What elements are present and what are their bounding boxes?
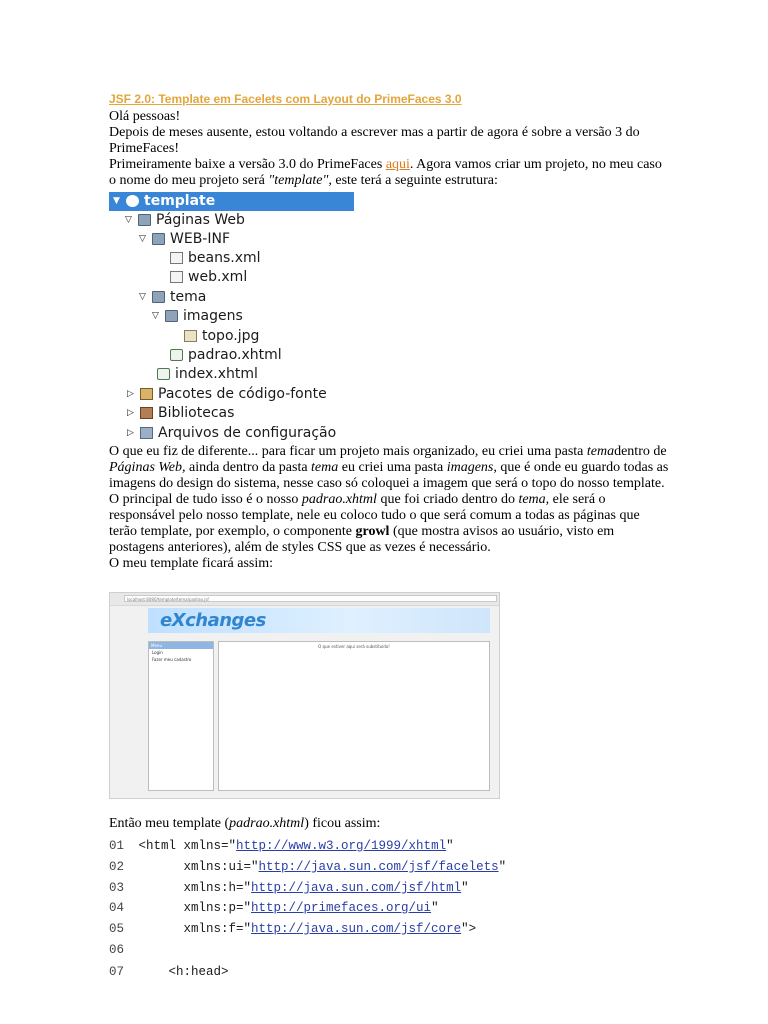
line-number: 04: [109, 901, 125, 915]
line-number: 03: [109, 881, 125, 895]
menu-item-login: Login: [152, 650, 163, 655]
tree-item-imagens[interactable]: [152, 307, 243, 326]
browser-address-bar: localhost:8080/template/tema/padrao.jsf: [124, 595, 497, 602]
tree-label: Pacotes de código-fonte: [158, 386, 327, 402]
collapse-arrow-icon[interactable]: ▷: [127, 389, 134, 399]
tree-label: Páginas Web: [156, 212, 245, 228]
project-name: "template",: [268, 173, 332, 188]
content-placeholder-text: O que estiver aqui será substituído!: [318, 644, 390, 649]
intro-section: [109, 109, 669, 189]
tree-label: padrao.xhtml: [188, 347, 282, 363]
menu-item-register: Fazer meu cadastro: [152, 657, 192, 662]
para3-c: ele será o responsável pelo nosso template, nele eu coloco tudo o que será comum a todas as páginas que terão template, por exemplo, o componente: [109, 492, 640, 539]
code-url-link[interactable]: http://java.sun.com/jsf/html: [251, 881, 462, 895]
code-text: <h:head>: [131, 965, 229, 979]
collapse-arrow-icon[interactable]: ▷: [127, 408, 134, 418]
menu-header: Menu: [149, 642, 213, 649]
code-url-link[interactable]: http://www.w3.org/1999/xhtml: [236, 839, 447, 853]
para5-padrao: padrao.xhtml: [229, 816, 305, 831]
para2-d: eu criei uma pasta: [338, 460, 447, 475]
tree-label: Bibliotecas: [158, 405, 235, 421]
code-intro: [109, 816, 669, 832]
xml-file-icon: [170, 252, 183, 264]
code-line: [109, 921, 476, 937]
download-text-a: Primeiramente baixe a versão 3.0 do PrimeFaces: [109, 157, 386, 172]
expand-arrow-icon[interactable]: ▽: [139, 292, 146, 302]
tree-item-web-xml[interactable]: [167, 268, 247, 287]
line-number: 01: [109, 839, 125, 853]
tree-item-index-xhtml[interactable]: [154, 365, 258, 384]
menu-panel: [148, 641, 214, 791]
code-text: ">: [461, 922, 477, 936]
post-title-link[interactable]: JSF 2.0: Template em Facelets com Layout do PrimeFaces 3.0: [109, 92, 462, 106]
code-url-link[interactable]: http://primefaces.org/ui: [251, 901, 432, 915]
para2-tema2: tema: [311, 460, 339, 475]
code-text: ": [461, 881, 469, 895]
code-line: [109, 942, 131, 958]
para3-d: (que mostra avisos ao usuário, visto em postagens anteriores), além de styles CSS que as vezes é necessário.: [109, 524, 615, 555]
tree-item-pacotes[interactable]: [127, 385, 327, 404]
folder-icon: [138, 214, 151, 226]
para5-a: Então meu template (: [109, 816, 230, 831]
para2-tema: tema: [586, 444, 615, 459]
expand-arrow-icon[interactable]: ▽: [152, 311, 159, 321]
download-text-c: este terá a seguinte estrutura:: [331, 173, 498, 188]
xhtml-file-icon: [157, 368, 170, 380]
folder-icon: [165, 310, 178, 322]
tree-item-template[interactable]: [109, 192, 354, 211]
code-text: xmlns:h=": [131, 881, 252, 895]
download-link[interactable]: aqui: [385, 157, 410, 172]
code-line: [109, 964, 229, 980]
tree-item-topo-jpg[interactable]: [181, 327, 259, 346]
code-text: xmlns:ui=": [131, 860, 259, 874]
template-screenshot: [109, 592, 500, 799]
tree-label: topo.jpg: [202, 328, 260, 344]
para2-e: , que é onde eu guardo todas as imagens do design do sistema, nesse caso só coloquei a imagem que será o topo do nosso template.: [109, 460, 669, 491]
expand-arrow-icon[interactable]: ▽: [125, 215, 132, 225]
globe-icon: [126, 195, 139, 207]
tree-item-padrao-xhtml[interactable]: [167, 346, 282, 365]
code-text: ": [446, 839, 454, 853]
tree-label: WEB-INF: [170, 231, 230, 247]
download-text-b: . Agora vamos criar um projeto, no meu caso o nome do meu projeto será: [109, 157, 662, 188]
para3-tema: tema,: [518, 492, 550, 507]
tree-label: tema: [170, 289, 207, 305]
tree-label: Arquivos de configuração: [158, 425, 337, 441]
para2-c: ainda dentro da pasta: [185, 460, 312, 475]
tree-label: index.xhtml: [175, 366, 258, 382]
code-text: xmlns:f=": [131, 922, 252, 936]
tree-item-paginas-web[interactable]: [125, 211, 245, 230]
tree-label: web.xml: [188, 269, 248, 285]
download-text: [109, 157, 669, 189]
browser-toolbar: [110, 593, 499, 606]
xhtml-file-icon: [170, 349, 183, 361]
line-number: 02: [109, 860, 125, 874]
tree-label: beans.xml: [188, 250, 261, 266]
explanation-section: [109, 444, 669, 572]
code-text: ": [431, 901, 439, 915]
banner-image: [148, 608, 490, 633]
content-panel: [218, 641, 490, 791]
paragraph-padrao: [109, 492, 669, 556]
code-text: <html xmlns=": [131, 839, 237, 853]
para3-padrao: padrao.xhtml: [301, 492, 377, 507]
tree-label: imagens: [183, 308, 243, 324]
code-url-link[interactable]: http://java.sun.com/jsf/core: [251, 922, 462, 936]
para2-a: O que eu fiz de diferente... para ficar um projeto mais organizado, eu criei uma pasta: [109, 444, 587, 459]
greeting-text: Olá pessoas!: [109, 109, 181, 124]
code-text: ": [498, 860, 507, 874]
line-number: 05: [109, 922, 125, 936]
tree-item-bibliotecas[interactable]: [127, 404, 234, 423]
para2-b: dentro de: [614, 444, 667, 459]
para5-b: ) ficou assim:: [304, 816, 381, 831]
tree-item-arquivos[interactable]: [127, 424, 336, 443]
folder-icon: [152, 291, 165, 303]
package-icon: [140, 388, 153, 400]
para3-a: O principal de tudo isso é o nosso: [109, 492, 302, 507]
para2-paginas: Páginas Web,: [109, 460, 186, 475]
tree-item-beans-xml[interactable]: [167, 249, 261, 268]
code-line: [109, 900, 439, 916]
expand-arrow-icon[interactable]: ▽: [139, 234, 146, 244]
code-line: [109, 859, 506, 875]
code-intro-text: [109, 816, 669, 832]
line-number: 06: [109, 943, 125, 957]
code-url-link[interactable]: http://java.sun.com/jsf/facelets: [258, 860, 499, 874]
collapse-arrow-icon[interactable]: ▷: [127, 428, 134, 438]
expand-arrow-icon[interactable]: ▼: [113, 196, 120, 206]
tree-label: template: [144, 193, 216, 209]
project-tree: [109, 192, 359, 442]
library-icon: [140, 407, 153, 419]
tree-item-web-inf[interactable]: [139, 230, 230, 249]
para3-b: que foi criado dentro do: [376, 492, 519, 507]
paragraph-folders: [109, 444, 669, 492]
line-number: 07: [109, 965, 125, 979]
folder-icon: [152, 233, 165, 245]
xml-file-icon: [170, 271, 183, 283]
code-text: xmlns:p=": [131, 901, 252, 915]
config-icon: [140, 427, 153, 439]
code-line: [109, 838, 454, 854]
image-file-icon: [184, 330, 197, 342]
tree-item-tema[interactable]: [139, 288, 206, 307]
paragraph-template-preview: O meu template ficará assim:: [109, 556, 274, 571]
intro-text: Depois de meses ausente, estou voltando a escrever mas a partir de agora é sobre a versão 3 do PrimeFaces!: [109, 125, 640, 156]
para3-growl: growl: [355, 524, 390, 539]
exchanges-logo: eXchanges: [160, 610, 266, 631]
code-line: [109, 880, 469, 896]
para2-imagens: imagens: [446, 460, 494, 475]
